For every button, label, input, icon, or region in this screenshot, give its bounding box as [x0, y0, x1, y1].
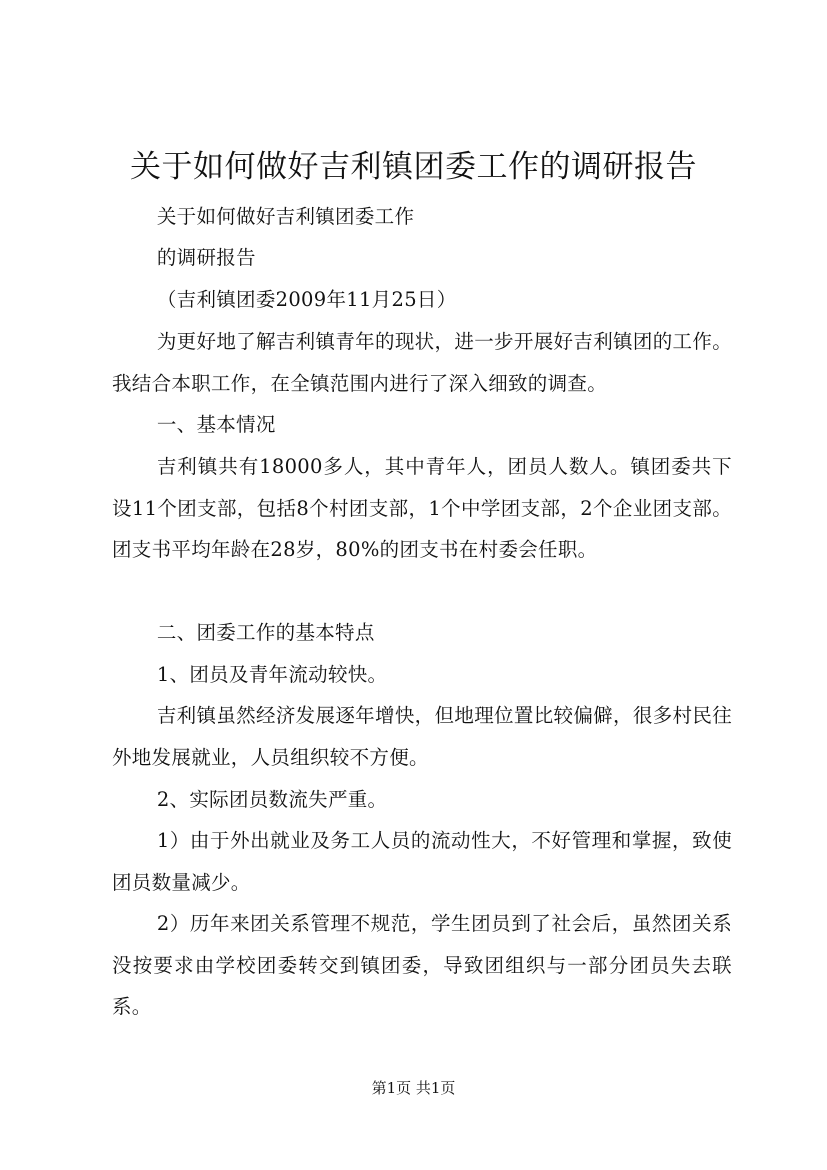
- subtitle-line-1: 关于如何做好吉利镇团委工作: [156, 205, 415, 228]
- document-title: 关于如何做好吉利镇团委工作的调研报告: [130, 149, 697, 185]
- feature-1-heading: 1、团员及青年流动较快。: [156, 663, 388, 686]
- section-heading-basic-situation: 一、基本情况: [156, 413, 276, 436]
- feature-2-point-2: 2）历年来团关系管理不规范，学生团员到了社会后，虽然团关系没按要求由学校团委转交到镇团委，导致团组织与一部分团员失去联系。: [112, 912, 732, 1019]
- section-heading-features: 二、团委工作的基本特点: [156, 621, 375, 644]
- date-line: （吉利镇团委2009年11月25日）: [156, 288, 457, 311]
- feature-2-point-1: 1）由于外出就业及务工人员的流动性大，不好管理和掌握，致使团员数量减少。: [112, 829, 732, 894]
- subtitle-line-2: 的调研报告: [156, 246, 256, 269]
- feature-1-paragraph: 吉利镇虽然经济发展逐年增快，但地理位置比较偏僻，很多村民往外地发展就业，人员组织较不方便。: [112, 704, 732, 769]
- feature-2-heading: 2、实际团员数流失严重。: [156, 788, 388, 811]
- basic-situation-paragraph: 吉利镇共有18000多人，其中青年人，团员人数人。镇团委共下设11个团支部，包括8个村团支部，1个中学团支部，2个企业团支部。团支书平均年龄在28岁，80%的团支书在村委会任职。: [112, 455, 732, 562]
- intro-paragraph: 为更好地了解吉利镇青年的现状，进一步开展好吉利镇团的工作。我结合本职工作，在全镇范围内进行了深入细致的调查。: [112, 330, 732, 395]
- page-footer: 第1页 共1页: [371, 1079, 456, 1097]
